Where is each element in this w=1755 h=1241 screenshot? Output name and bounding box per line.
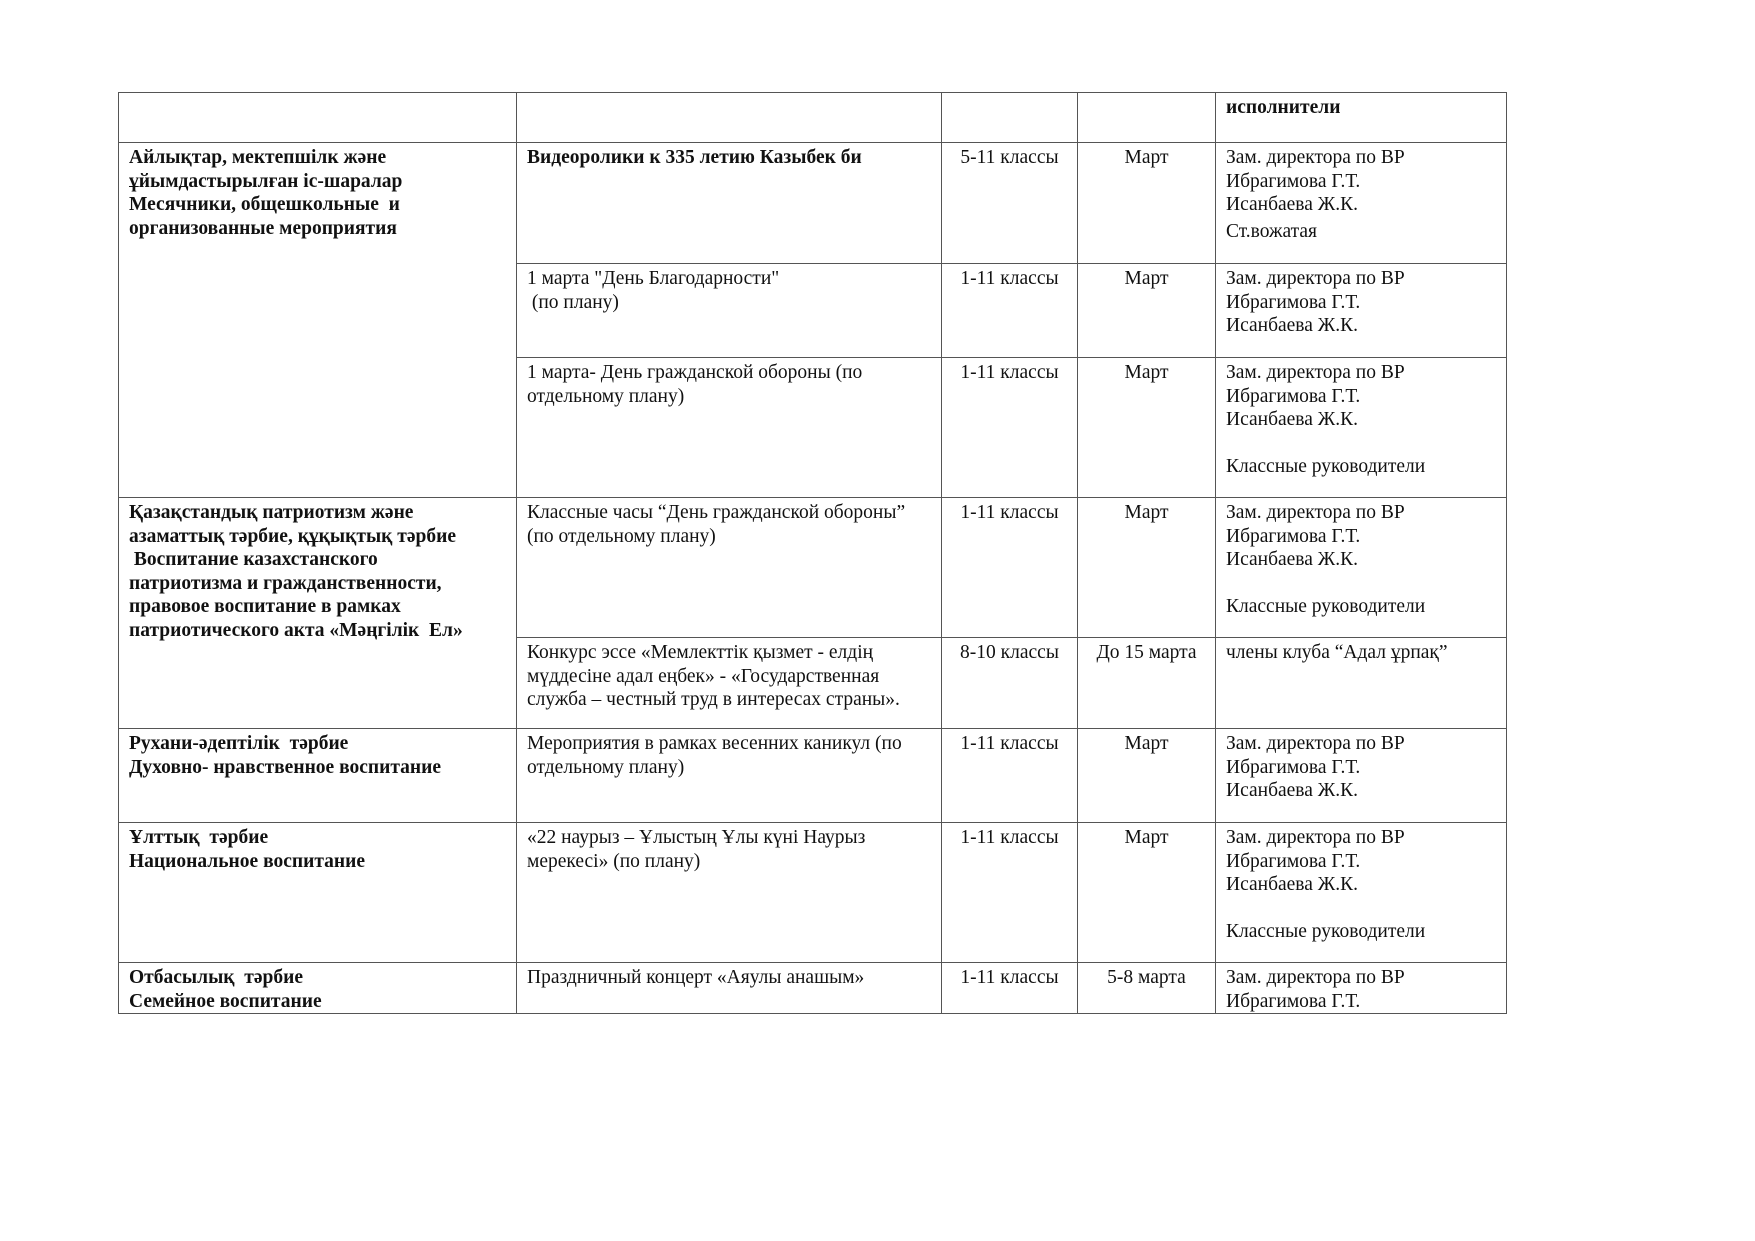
event-cell [517, 638, 942, 729]
section-title-cell [119, 823, 517, 963]
section-title-line: организованные мероприятия [129, 217, 397, 239]
responsible-cell [1216, 638, 1507, 729]
responsible-cell [1216, 823, 1507, 963]
section-title-line: Қазақстандық патриотизм және [129, 502, 414, 523]
event-line: 1 марта "День Благодарности" [527, 268, 780, 289]
table-header-row [119, 93, 1507, 143]
event-cell [517, 498, 942, 638]
section-title-line: Отбасылық тәрбие [129, 967, 303, 988]
responsible-line: Исанбаева Ж.К. [1226, 409, 1359, 430]
event-cell [517, 143, 942, 264]
date-cell: Март [1078, 264, 1216, 358]
responsible-line: Ибрагимова Г.Т. [1226, 990, 1361, 1012]
section-title-line: патриотизма и гражданственности, [129, 572, 442, 594]
responsible-line: Ибрагимова Г.Т. [1226, 525, 1361, 547]
table-row [119, 963, 1507, 1014]
header-cell-participants [942, 93, 1078, 143]
event-line: отдельному плану) [527, 385, 685, 407]
participants-cell: 5-11 классы [942, 143, 1078, 264]
event-cell [517, 823, 942, 963]
section-title-line: Айлықтар, мектепшілк және [129, 147, 387, 168]
event-line: Мероприятия в рамках весенних каникул (по [527, 733, 902, 754]
section-title-line: Месячники, общешкольные и [129, 194, 400, 215]
section-title-cell [119, 729, 517, 823]
responsible-cell [1216, 498, 1507, 638]
responsible-line: Исанбаева Ж.К. [1226, 874, 1359, 895]
responsible-line: Зам. директора по ВР [1226, 268, 1405, 289]
event-line: мүддесіне адал еңбек» - «Государственная [527, 665, 880, 687]
section-title-line: азаматтық тәрбие, құқықтық тәрбие [129, 525, 457, 547]
event-line: мерекесі» (по плану) [527, 850, 701, 872]
event-line: Видеоролики к 335 летию Казыбек би [527, 147, 862, 168]
participants-cell: 1-11 классы [942, 498, 1078, 638]
section-title-cell [119, 963, 517, 1014]
responsible-line: Зам. директора по ВР [1226, 827, 1405, 848]
event-cell [517, 358, 942, 498]
section-title-cell [119, 143, 517, 498]
participants-cell: 1-11 классы [942, 823, 1078, 963]
responsible-line: Классные руководители [1226, 455, 1426, 477]
section-title-line: ұйымдастырылған іс-шаралар [129, 170, 403, 192]
event-line: отдельному плану) [527, 756, 685, 778]
responsible-line: Зам. директора по ВР [1226, 967, 1405, 988]
responsible-cell [1216, 729, 1507, 823]
event-line: «22 наурыз – Ұлыстың Ұлы күні Наурыз [527, 827, 866, 848]
date-cell: Март [1078, 358, 1216, 498]
event-line: Классные часы “День гражданской обороны” [527, 502, 906, 523]
section-title-line: Национальное воспитание [129, 850, 366, 872]
table-row [119, 143, 1507, 264]
event-line: (по плану) [527, 291, 619, 313]
section-title-line: правовое воспитание в рамках [129, 596, 401, 617]
participants-cell: 1-11 классы [942, 358, 1078, 498]
responsible-line: Исанбаева Ж.К. [1226, 194, 1359, 215]
participants-cell: 1-11 классы [942, 729, 1078, 823]
responsible-line: Ибрагимова Г.Т. [1226, 756, 1361, 778]
table-row [119, 729, 1507, 823]
event-line: Конкурс эссе «Мемлекттік қызмет - елдің [527, 642, 874, 663]
date-cell: Март [1078, 823, 1216, 963]
event-cell [517, 729, 942, 823]
events-plan-table [118, 92, 1507, 1014]
responsible-cell [1216, 963, 1507, 1014]
responsible-line: Зам. директора по ВР [1226, 362, 1405, 383]
section-title-line: Рухани-әдептілік тәрбие [129, 733, 349, 754]
event-line: (по отдельному плану) [527, 525, 716, 547]
section-title-line: патриотического акта «Мәңгілік Ел» [129, 619, 463, 641]
event-cell [517, 264, 942, 358]
header-cell-date [1078, 93, 1216, 143]
responsible-line: Исанбаева Ж.К. [1226, 780, 1359, 801]
responsible-line: Ибрагимова Г.Т. [1226, 170, 1361, 192]
section-title-line: Воспитание казахстанского [129, 549, 378, 570]
responsible-line: члены клуба “Адал ұрпақ” [1226, 642, 1448, 663]
responsible-cell [1216, 358, 1507, 498]
date-cell: До 15 марта [1078, 638, 1216, 729]
date-cell: Март [1078, 729, 1216, 823]
event-cell [517, 963, 942, 1014]
section-title-line: Семейное воспитание [129, 990, 322, 1012]
responsible-line: Зам. директора по ВР [1226, 733, 1405, 754]
date-cell: Март [1078, 498, 1216, 638]
event-line: Праздничный концерт «Аяулы анашым» [527, 967, 865, 988]
responsible-line: Исанбаева Ж.К. [1226, 315, 1359, 336]
section-title-line: Духовно- нравственное воспитание [129, 756, 442, 778]
responsible-cell [1216, 264, 1507, 358]
responsible-line: Зам. директора по ВР [1226, 147, 1405, 168]
responsible-line: Ст.вожатая [1226, 220, 1318, 242]
responsible-line: Зам. директора по ВР [1226, 502, 1405, 523]
event-line: служба – честный труд в интересах страны». [527, 689, 900, 710]
responsible-line: Ибрагимова Г.Т. [1226, 291, 1361, 313]
event-line: 1 марта- День гражданской обороны (по [527, 362, 863, 383]
responsible-cell [1216, 143, 1507, 264]
header-cell-direction [119, 93, 517, 143]
responsible-line: Классные руководители [1226, 920, 1426, 942]
participants-cell: 1-11 классы [942, 264, 1078, 358]
responsible-line: Ибрагимова Г.Т. [1226, 385, 1361, 407]
section-title-cell [119, 498, 517, 729]
participants-cell: 8-10 классы [942, 638, 1078, 729]
header-cell-responsible: исполнители [1216, 93, 1507, 143]
responsible-line: Классные руководители [1226, 595, 1426, 617]
responsible-line: Исанбаева Ж.К. [1226, 549, 1359, 570]
responsible-line: Ибрагимова Г.Т. [1226, 850, 1361, 872]
table-row [119, 498, 1507, 638]
participants-cell: 1-11 классы [942, 963, 1078, 1014]
header-cell-event [517, 93, 942, 143]
date-cell: Март [1078, 143, 1216, 264]
section-title-line: Ұлттық тәрбие [129, 827, 269, 848]
table-row [119, 823, 1507, 963]
date-cell: 5-8 марта [1078, 963, 1216, 1014]
